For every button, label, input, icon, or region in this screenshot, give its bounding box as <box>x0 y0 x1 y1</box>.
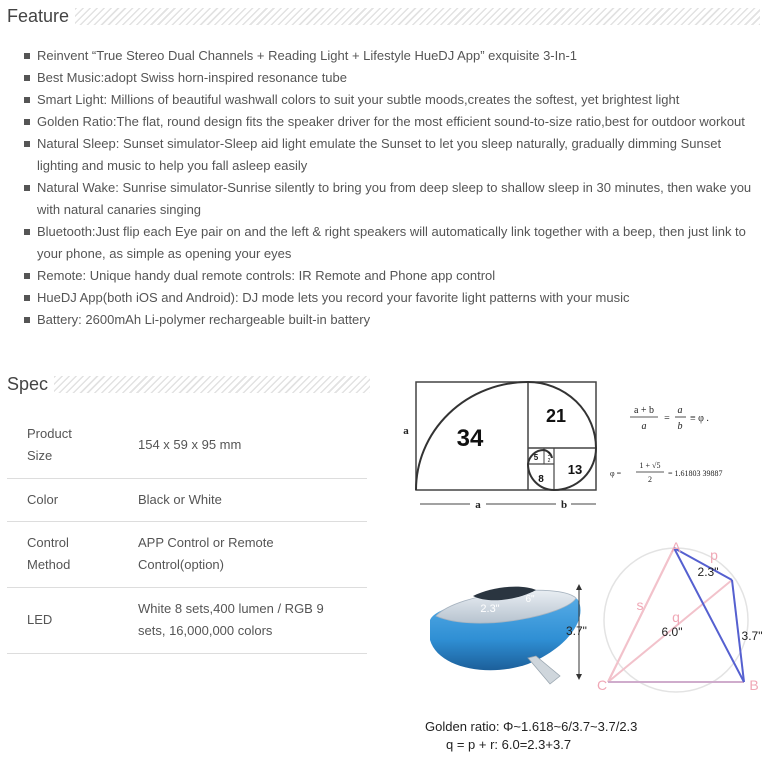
speaker-dim-top: 2.3" <box>480 603 500 615</box>
spec-value: White 8 sets,400 lumen / RGB 9 sets, 16,000,000 colors <box>138 601 324 638</box>
formula1-tail: ≡ φ . <box>690 413 709 424</box>
feature-item: Battery: 2600mAh Li-polymer rechargeable built-in battery <box>24 309 760 331</box>
golden-number-13: 13 <box>567 462 583 477</box>
formula1-lhs-num: a + b <box>633 405 655 416</box>
golden-number-34: 34 <box>456 425 484 452</box>
triangle-label-c: C <box>596 677 608 693</box>
spec-value: Black or White <box>138 491 222 507</box>
triangle-label-q: q <box>672 609 680 625</box>
triangle-label-p: p <box>710 547 718 563</box>
golden-number-5: 5 <box>533 453 539 462</box>
triangle-value-p: 2.3" <box>697 565 719 579</box>
spec-key: Control Method <box>27 535 71 572</box>
spec-header-hatch <box>54 376 370 393</box>
triangle-value-r: 3.7" <box>741 629 763 643</box>
spec-key: Color <box>27 491 59 507</box>
spec-table <box>7 412 367 654</box>
feature-item: Natural Wake: Sunrise simulator-Sunrise silently to bring you from deep sleep to shallow sleep in 30 minutes, then wake you with natural canaries singing <box>24 177 760 221</box>
feature-title: Feature <box>7 6 70 26</box>
golden-number-21: 21 <box>545 406 567 426</box>
speaker-dim-diag: 6" <box>525 594 535 605</box>
speaker-stand <box>528 656 560 684</box>
golden-bottom-a-label: a <box>475 499 481 511</box>
golden-side-label: a <box>403 425 409 437</box>
feature-item: Best Music:adopt Swiss horn-inspired resonance tube <box>24 67 760 89</box>
caption-line-2: q = p + r: 6.0=2.3+3.7 <box>446 737 572 752</box>
formula1-eq: = <box>664 413 670 424</box>
spec-title: Spec <box>7 374 49 394</box>
feature-item: Smart Light: Millions of beautiful washwall colors to suit your subtle moods,creates the softest, yet brightest light <box>24 89 760 111</box>
spec-header <box>0 374 370 395</box>
speaker-dim-height: 3.7" <box>566 624 587 638</box>
formula2-phi: φ = <box>610 469 622 478</box>
feature-header <box>0 6 760 27</box>
golden-number-3: 3 <box>547 452 551 458</box>
golden-number-8: 8 <box>538 474 544 485</box>
spec-key: LED <box>27 612 53 627</box>
golden-number-2: 2 <box>547 458 551 464</box>
feature-item: Natural Sleep: Sunset simulator-Sleep aid light emulate the Sunset to let you sleep naturally, gradually dimming Sunset lighting and music to help you fall asleep easily <box>24 133 760 177</box>
spec-row <box>7 521 367 587</box>
feature-item: Bluetooth:Just flip each Eye pair on and the left & right speakers will automatically link together with a beep, then just link to your phone, as simple as opening your eyes <box>24 221 760 265</box>
formula2-den: 2 <box>648 475 652 484</box>
formula2-num: 1 + √5 <box>639 461 661 470</box>
formula1-rhs-num: a <box>677 405 683 416</box>
spec-value: APP Control or Remote Control(option) <box>138 535 274 572</box>
formula2-val: = 1.61803 39887 <box>668 469 723 478</box>
triangle-value-q: 6.0" <box>661 625 683 639</box>
feature-item: Golden Ratio:The flat, round design fits the speaker driver for the most efficient sound-to-size ratio,best for outdoor workout <box>24 111 760 133</box>
feature-item: Remote: Unique handy dual remote controls: IR Remote and Phone app control <box>24 265 760 287</box>
spec-row <box>7 478 367 521</box>
feature-item: Reinvent “True Stereo Dual Channels + Reading Light + Lifestyle HueDJ App” exquisite 3-In-1 <box>24 45 760 67</box>
triangle-label-s: s <box>636 597 644 613</box>
golden-ratio-caption <box>425 718 637 754</box>
spec-key: Product Size <box>27 425 72 463</box>
feature-list <box>24 45 760 331</box>
formula1-rhs-den: b <box>677 421 683 432</box>
golden-formulas <box>610 398 760 493</box>
feature-header-hatch <box>75 8 760 25</box>
golden-rectangle-diagram <box>396 378 606 516</box>
spec-row <box>7 587 367 653</box>
caption-line-1: Golden ratio: Φ~1.618~6/3.7~3.7/2.3 <box>425 719 638 734</box>
triangle-label-a: A <box>671 539 681 555</box>
triangle-label-b: B <box>749 677 759 693</box>
triangle-diagram <box>592 536 764 696</box>
feature-item: HueDJ App(both iOS and Android): DJ mode lets you record your favorite light patterns with your music <box>24 287 760 309</box>
golden-bottom-b-label: b <box>560 499 568 511</box>
formula1-lhs-den: a <box>641 421 647 432</box>
spec-value: 154 x 59 x 95 mm <box>138 436 242 452</box>
spec-row <box>7 412 367 478</box>
